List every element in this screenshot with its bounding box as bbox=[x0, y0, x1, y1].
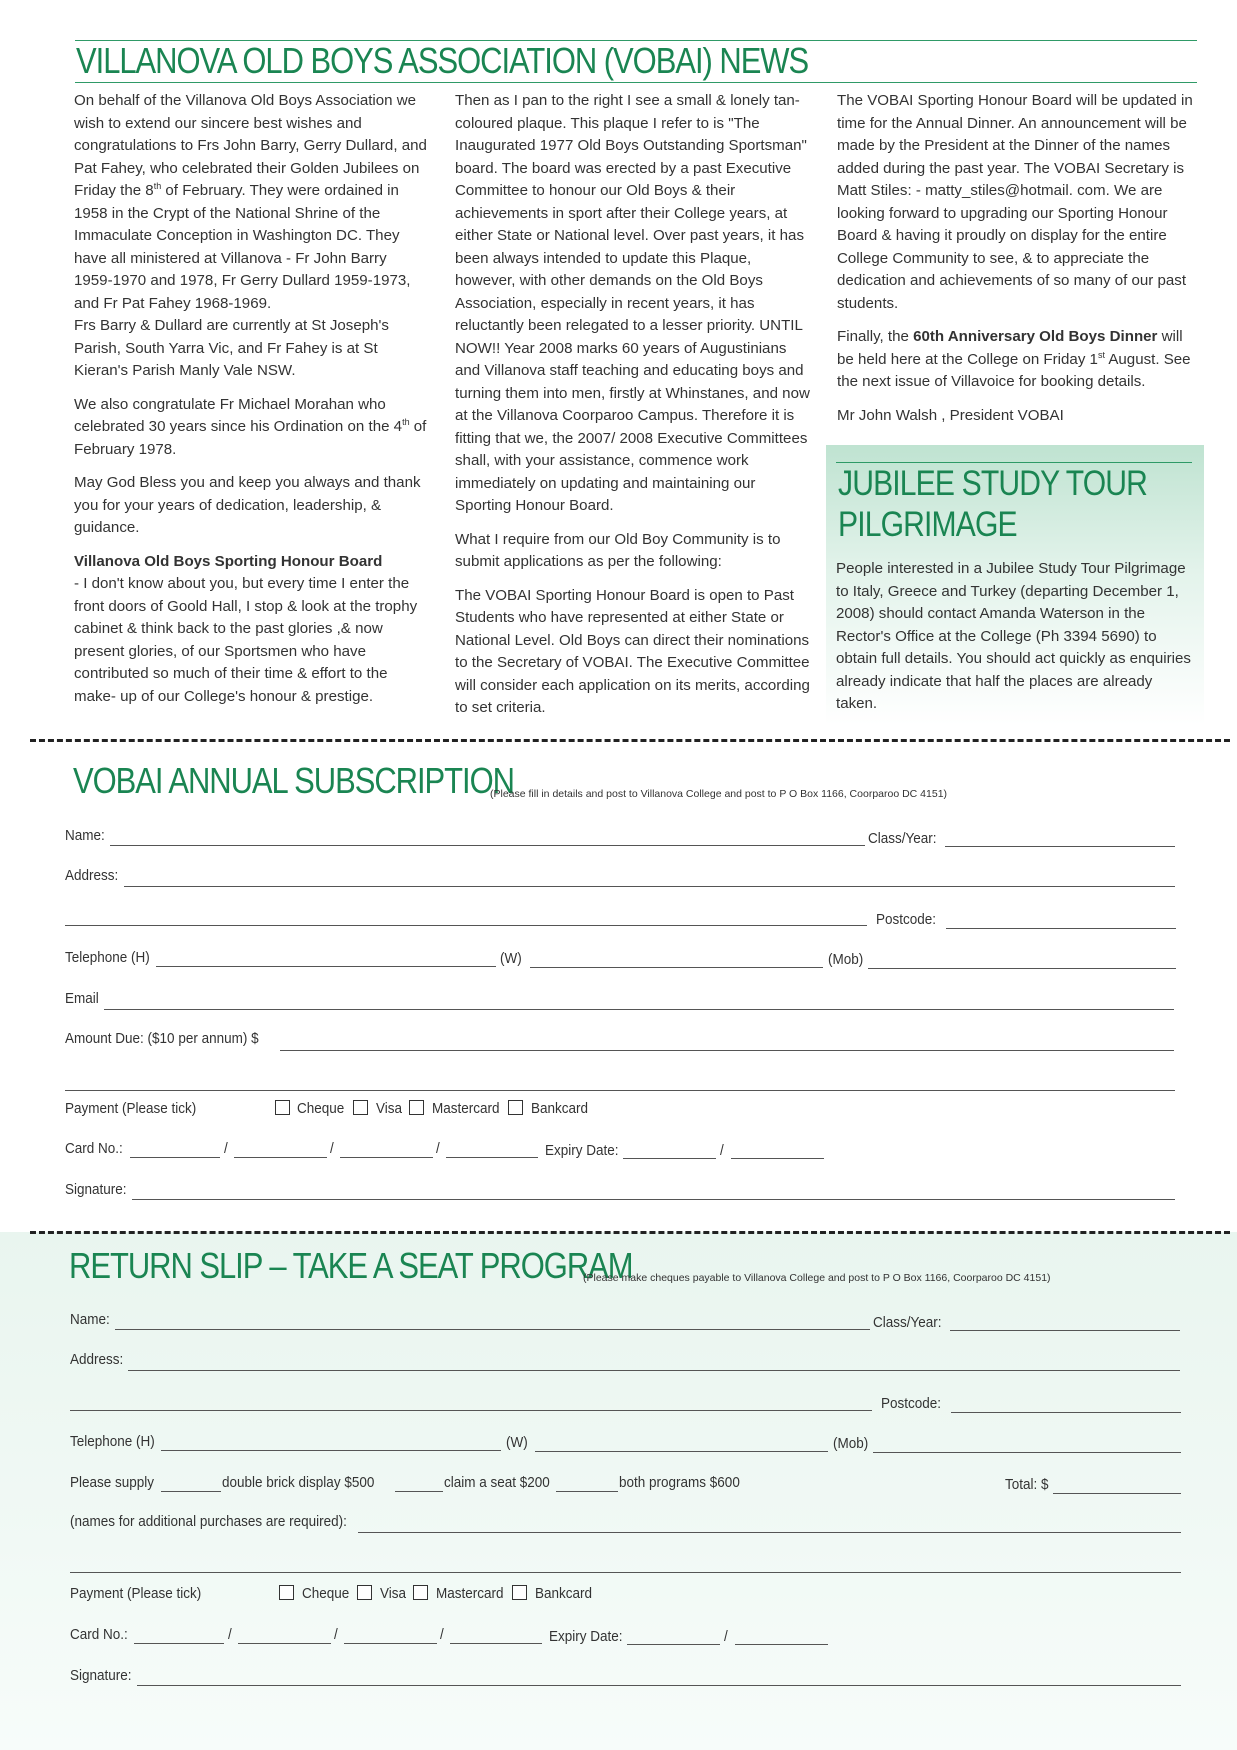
name-field[interactable] bbox=[115, 1329, 870, 1330]
expiry-label: Expiry Date: bbox=[549, 1628, 623, 1645]
visa-label: Visa bbox=[376, 1100, 403, 1117]
names-additional-field[interactable] bbox=[358, 1532, 1181, 1533]
superscript: st bbox=[1097, 349, 1105, 360]
address-label: Address: bbox=[65, 867, 119, 884]
signature-field[interactable] bbox=[137, 1685, 1181, 1686]
both-programs-qty-field[interactable] bbox=[556, 1491, 618, 1492]
cheque-checkbox[interactable] bbox=[279, 1585, 294, 1600]
paragraph-text: Finally, the bbox=[837, 328, 914, 345]
paragraph-text: August. See the next issue of Villavoice for booking details. bbox=[837, 350, 1191, 390]
signoff-president: Mr John Walsh , President VOBAI bbox=[837, 406, 1064, 424]
card-no-field-1[interactable] bbox=[130, 1157, 220, 1158]
expiry-year-field[interactable] bbox=[731, 1158, 824, 1159]
card-no-field-4[interactable] bbox=[446, 1157, 538, 1158]
card-no-field-2[interactable] bbox=[234, 1157, 327, 1158]
names-additional-label: (names for additional purchases are required): bbox=[70, 1513, 347, 1530]
paragraph-text: of February. They were ordained in 1958 in the Crypt of the National Shrine of the Immaculate Conception in Washington DC. They have all ministered at Villanova - Fr John Barry 1959-1970 and 1978, Fr Gerry Dullard 1959-1973, and Fr Pat Fahey 1968-1969. bbox=[74, 182, 411, 312]
signature-label: Signature: bbox=[70, 1667, 132, 1684]
news-title: VILLANOVA OLD BOYS ASSOCIATION (VOBAI) NEWS bbox=[76, 40, 809, 81]
return-slip-note: (Please make cheques payable to Villanova College and post to P O Box 1166, Coorparoo DC 4151) bbox=[583, 1272, 1051, 1284]
paragraph-text: - I don't know about you, but every time I enter the front doors of Goold Hall, I stop & look at the trophy cabinet & think back to the past glories ,& now present glories, of our Sportsmen who have contributed so much of their time & effort to the make- up of our College's honour & prestige. bbox=[74, 575, 418, 705]
name-label: Name: bbox=[65, 827, 105, 844]
name-field[interactable] bbox=[110, 845, 865, 846]
card-slash: / bbox=[436, 1140, 440, 1157]
postcode-label: Postcode: bbox=[881, 1395, 942, 1412]
both-programs-label: both programs $600 bbox=[619, 1474, 740, 1491]
telephone-label: Telephone (H) bbox=[70, 1433, 155, 1450]
header-rule-bottom bbox=[75, 82, 1197, 83]
superscript: th bbox=[153, 180, 162, 191]
telephone-work-field[interactable] bbox=[535, 1451, 828, 1452]
cheque-label: Cheque bbox=[297, 1100, 345, 1117]
paragraph-jubilees bbox=[74, 90, 429, 383]
paragraph-honour-board bbox=[74, 551, 429, 709]
bankcard-checkbox[interactable] bbox=[512, 1585, 527, 1600]
jubilee-body: People interested in a Jubilee Study Tour Pilgrimage to Italy, Greece and Turkey (departing December 1, 2008) should contact Amanda Waterson in the Rector's Office at the College (Ph 3394 5690) to obtain full details. You should act quickly as enquiries already indicate that half the places are already taken. bbox=[836, 560, 1191, 712]
paragraph-morahan bbox=[74, 394, 429, 462]
address-field[interactable] bbox=[124, 886, 1175, 887]
card-slash: / bbox=[330, 1140, 334, 1157]
subheading-honour-board: Villanova Old Boys Sporting Honour Board bbox=[74, 552, 383, 570]
please-supply-label: Please supply bbox=[70, 1474, 155, 1491]
class-year-field[interactable] bbox=[945, 846, 1175, 847]
paragraph-criteria: The VOBAI Sporting Honour Board is open to Past Students who have represented at either State or National Level. Old Boys can direct their nominations to the Secretary of VOBAI. The Executive Committee will consider each application on its merits, according to set criteria. bbox=[455, 586, 810, 716]
work-phone-label: (W) bbox=[500, 950, 522, 967]
card-slash: / bbox=[224, 1140, 228, 1157]
expiry-month-field[interactable] bbox=[627, 1644, 720, 1645]
paragraph-dinner bbox=[837, 326, 1197, 394]
paragraph-update: The VOBAI Sporting Honour Board will be updated in time for the Annual Dinner. An announcement will be made by the President at the Dinner of the names added during the past year. The VOBAI Secretary is Matt Stiles: - matty_stiles@hotmail. com. We are looking forward to upgrading our Sporting Honour Board & having it proudly on display for the entire College Community to see, & to appreciate the dedication and achievements of so many of our past students. bbox=[837, 92, 1193, 312]
class-year-label: Class/Year: bbox=[868, 830, 937, 847]
telephone-work-field[interactable] bbox=[530, 967, 823, 968]
visa-checkbox[interactable] bbox=[357, 1585, 372, 1600]
news-column-2 bbox=[455, 90, 810, 731]
superscript: th bbox=[402, 416, 410, 427]
card-no-field-3[interactable] bbox=[344, 1643, 437, 1644]
jubilee-box bbox=[826, 445, 1204, 725]
amount-line-2-field[interactable] bbox=[65, 1090, 1175, 1091]
bankcard-label: Bankcard bbox=[531, 1100, 589, 1117]
telephone-home-field[interactable] bbox=[156, 966, 496, 967]
bold-text: 60th Anniversary Old Boys Dinner bbox=[913, 328, 1158, 345]
return-slip-title: RETURN SLIP – TAKE A SEAT PROGRAM bbox=[69, 1245, 633, 1286]
postcode-label: Postcode: bbox=[876, 911, 937, 928]
names-additional-line-2-field[interactable] bbox=[70, 1572, 1181, 1573]
card-no-label: Card No.: bbox=[65, 1140, 123, 1157]
signature-field[interactable] bbox=[132, 1199, 1175, 1200]
email-field[interactable] bbox=[104, 1009, 1174, 1010]
cheque-label: Cheque bbox=[302, 1585, 350, 1602]
card-no-field-1[interactable] bbox=[134, 1643, 224, 1644]
class-year-label: Class/Year: bbox=[873, 1314, 942, 1331]
mastercard-checkbox[interactable] bbox=[409, 1100, 424, 1115]
paragraph-text: of February 1978. bbox=[74, 418, 427, 458]
double-brick-qty-field[interactable] bbox=[161, 1491, 221, 1492]
claim-seat-qty-field[interactable] bbox=[395, 1491, 443, 1492]
claim-seat-label: claim a seat $200 bbox=[444, 1474, 550, 1491]
card-slash: / bbox=[228, 1626, 232, 1643]
card-slash: / bbox=[334, 1626, 338, 1643]
subscription-title: VOBAI ANNUAL SUBSCRIPTION bbox=[73, 760, 515, 801]
bankcard-label: Bankcard bbox=[535, 1585, 593, 1602]
expiry-year-field[interactable] bbox=[735, 1644, 828, 1645]
expiry-label: Expiry Date: bbox=[545, 1142, 619, 1159]
paragraph-require: What I require from our Old Boy Community is to submit applications as per the following: bbox=[455, 530, 781, 570]
name-label: Name: bbox=[70, 1311, 110, 1328]
work-phone-label: (W) bbox=[506, 1434, 528, 1451]
telephone-label: Telephone (H) bbox=[65, 949, 150, 966]
total-field[interactable] bbox=[1053, 1493, 1181, 1494]
subscription-note: (Please fill in details and post to Villanova College and post to P O Box 1166, Coorparoo DC 4151) bbox=[490, 788, 948, 800]
paragraph-text: Frs Barry & Dullard are currently at St Joseph's Parish, South Yarra Vic, and Fr Fahey is at St Kieran's Parish Manly Vale NSW. bbox=[74, 317, 389, 379]
payment-label: Payment (Please tick) bbox=[65, 1100, 197, 1117]
card-no-label: Card No.: bbox=[70, 1626, 128, 1643]
expiry-slash: / bbox=[724, 1628, 728, 1645]
postcode-field[interactable] bbox=[946, 928, 1176, 929]
mobile-label: (Mob) bbox=[833, 1435, 869, 1452]
total-label: Total: $ bbox=[1005, 1476, 1049, 1493]
address-field[interactable] bbox=[128, 1370, 1180, 1371]
card-slash: / bbox=[440, 1626, 444, 1643]
address-label: Address: bbox=[70, 1351, 124, 1368]
address-line-2-field[interactable] bbox=[65, 925, 867, 926]
card-no-field-3[interactable] bbox=[340, 1157, 433, 1158]
visa-label: Visa bbox=[380, 1585, 407, 1602]
paragraph-text: will be held here at the College on Friday 1 bbox=[837, 328, 1183, 368]
card-no-field-4[interactable] bbox=[450, 1643, 542, 1644]
amount-due-label: Amount Due: ($10 per annum) $ bbox=[65, 1030, 259, 1047]
news-column-1 bbox=[74, 90, 429, 719]
jubilee-title bbox=[838, 463, 1147, 545]
paragraph-plaque: Then as I pan to the right I see a small & lonely tan-coloured plaque. This plaque I refer to is "The Inaugurated 1977 Old Boys Outstanding Sportsman" board. The board was erected by a past Executive Committee to honour our Old Boys & their achievements in sport after their College years, at either State or National level. Over past years, it has been always intended to update this Plaque, however, with other demands on the Old Boys Association, especially in recent years, it has reluctantly been relegated to a lesser priority. UNTIL NOW!! Year 2008 marks 60 years of Augustinians and Villanova staff teaching and educating boys and turning them into men, firstly at Whinstanes, and now at the Villanova Coorparoo Campus. Therefore it is fitting that we, the 2007/ 2008 Executive Committees shall, with your assistance, commence work immediately on updating and maintaining our Sporting Honour Board. bbox=[455, 92, 810, 514]
cut-line bbox=[30, 739, 1230, 742]
mastercard-checkbox[interactable] bbox=[413, 1585, 428, 1600]
amount-due-field[interactable] bbox=[280, 1050, 1174, 1051]
mobile-label: (Mob) bbox=[828, 951, 864, 968]
mobile-field[interactable] bbox=[873, 1452, 1181, 1453]
email-label: Email bbox=[65, 990, 99, 1007]
signature-label: Signature: bbox=[65, 1181, 127, 1198]
telephone-home-field[interactable] bbox=[161, 1450, 501, 1451]
card-no-field-2[interactable] bbox=[238, 1643, 331, 1644]
paragraph-text: On behalf of the Villanova Old Boys Association we wish to extend our sincere best wishes and congratulations to Frs John Barry, Gerry Dullard, and Pat Fahey, who celebrated their Golden Jubilees on Friday the 8 bbox=[74, 92, 427, 199]
bankcard-checkbox[interactable] bbox=[508, 1100, 523, 1115]
double-brick-label: double brick display $500 bbox=[222, 1474, 375, 1491]
mastercard-label: Mastercard bbox=[436, 1585, 504, 1602]
mastercard-label: Mastercard bbox=[432, 1100, 500, 1117]
expiry-month-field[interactable] bbox=[623, 1158, 716, 1159]
visa-checkbox[interactable] bbox=[353, 1100, 368, 1115]
postcode-field[interactable] bbox=[951, 1412, 1181, 1413]
cheque-checkbox[interactable] bbox=[275, 1100, 290, 1115]
cut-line bbox=[30, 1231, 1230, 1234]
jubilee-title-line-2: PILGRIMAGE bbox=[838, 505, 1017, 544]
news-column-3 bbox=[837, 90, 1197, 438]
paragraph-text: We also congratulate Fr Michael Morahan who celebrated 30 years since his Ordination on the 4 bbox=[74, 395, 403, 435]
payment-label: Payment (Please tick) bbox=[70, 1585, 202, 1602]
jubilee-title-line-1: JUBILEE STUDY TOUR bbox=[838, 464, 1148, 503]
class-year-field[interactable] bbox=[950, 1330, 1180, 1331]
mobile-field[interactable] bbox=[868, 968, 1176, 969]
paragraph-blessing: May God Bless you and keep you always and thank you for your years of dedication, leadership, & guidance. bbox=[74, 474, 421, 536]
expiry-slash: / bbox=[720, 1142, 724, 1159]
address-line-2-field[interactable] bbox=[70, 1410, 872, 1411]
